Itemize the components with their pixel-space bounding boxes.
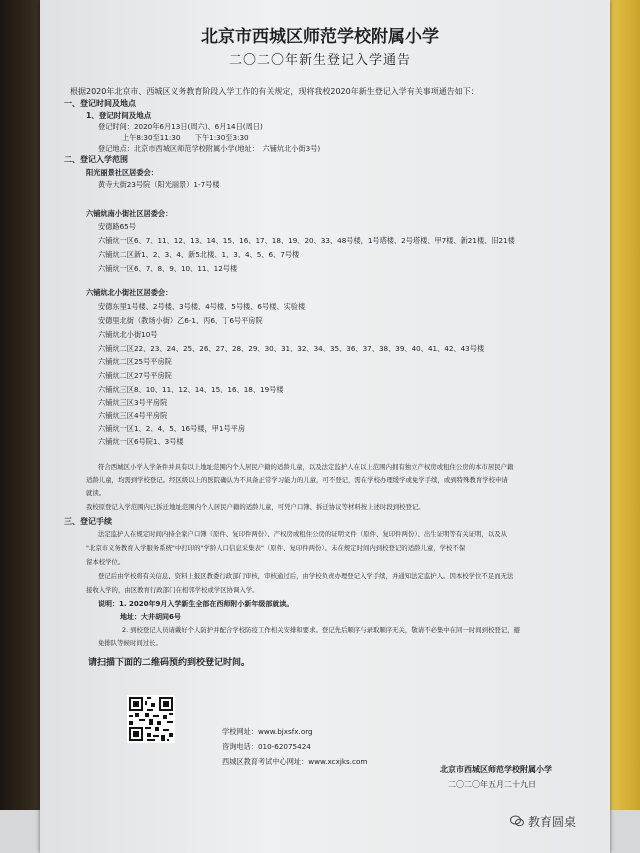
community-3-item: 六铺炕二区27号平房院 [98,371,172,380]
community-3-item: 安德里北街（教场小街）乙6-1、丙6、丁6号平房院 [98,316,263,325]
left-frame [0,0,40,853]
section-1-sub: 1、登记时间及地点 [86,111,152,120]
community-3-item: 六铺炕三区4号平房院 [98,411,168,420]
exam-center-website: 西城区教育考试中心网址：www.xcxjks.com [222,757,368,766]
community-3-item: 六铺炕一区1、2、4、5、16号楼，甲1号平房 [98,424,246,433]
register-place: 登记地点：北京市西城区师范学校附属小学(地址： 六铺炕北小街3号) [98,144,321,153]
procedure-line: 留本校学位。 [86,558,125,566]
note-2-line: 2. 到校登记人员请戴好个人防护并配合学校防疫工作相关安排和要求。登记先后顺序与录取顺序无关，敬请不必集中在同一时间到校登记，避 [122,626,520,634]
note-1: 说明：1. 2020年9月入学新生全部在西师附小新年级部就读。 [98,600,294,608]
signature-date: 二〇二〇年五月二十九日 [448,780,536,789]
scan-instruction: 请扫描下面的二维码预约到校登记时间。 [88,658,251,668]
community-3-item: 六铺炕一区6号院1、3号楼 [98,437,184,446]
community-1-name: 阳光丽景社区居委会： [86,168,158,177]
qr-code-icon[interactable] [127,695,175,743]
register-time: 登记时间：2020年6月13日(周六)、6月14日(周日) [98,122,263,131]
scope-paragraph-line: 就读。 [86,489,106,497]
community-3-item: 六铺炕二区22、23、24、25、26、27、28、29、30、31、32、34、35、36、37、38、39、40、41、42、43号楼 [98,344,485,353]
demolition-paragraph: 我校原登记入学范围内已拆迁地址范围内个人居民户籍的适龄儿童，可凭户口簿、拆迁协议等材料按上述时段到校登记。 [86,503,425,511]
procedure-line: "北京市义务教育入学服务系统"中打印的"学龄人口信息采集表"（原件、复印件两份）。未在规定时间内到校登记的适龄儿童，学校不保 [86,544,466,552]
community-2-item: 六铺炕二区新1、2、3、4、新5北楼、1、3、4、5、6、7号楼 [98,250,300,259]
community-3-item: 六铺炕北小街10号 [98,330,158,339]
section-3-heading: 三、登记手续 [64,517,112,526]
scope-paragraph-line: 适龄儿童，均需到学校登记。经区级以上的医院确认为不具备正常学习能力的儿童，可不登记，需在学校办理缓学或免学手续，或到特殊教育学校申请 [86,476,508,484]
notice-subtitle: 二〇二〇年新生登记入学通告 [228,53,411,68]
notice-title: 北京市西城区师范学校附属小学 [201,27,439,47]
register-hours: 上午8:30至11:30 下午1:30至3:30 [122,133,249,142]
community-3-item: 六铺炕二区25号平房院 [98,357,172,366]
community-2-item: 六铺炕一区6、7、8、9、10、11、12号楼 [98,264,238,273]
procedure-line: 法定监护人在规定时间内持全家户口簿（原件、复印件两份）、产权房或租住公房的证明文件（原件、复印件两份）、出生证明等有关证明，以及从 [98,530,507,538]
community-1-item: 黄寺大街23号院（阳光丽景）1-7号楼 [98,180,220,189]
school-website: 学校网址：www.bjxsfx.org [222,727,313,736]
community-2-name: 六铺炕南小街社区居委会： [86,209,173,218]
community-3-item: 安德东里1号楼、2号楼、3号楼、4号楼、5号楼、6号楼、实验楼 [98,302,306,311]
section-2-heading: 二、登记入学范围 [64,155,128,164]
scope-paragraph-line: 符合西城区小学入学条件并具有以上地址范围内个人居民户籍的适龄儿童，以及法定监护人在以上范围内拥有独立产权房或租住公房的本市居民户籍 [98,463,514,471]
watermark: 教育圆桌 [528,815,577,829]
section-1-heading: 一、登记时间及地点 [64,99,136,108]
right-frame [610,0,640,853]
community-3-item: 六铺炕三区3号平房院 [98,398,168,407]
signature-org: 北京市西城区师范学校附属小学 [440,765,552,774]
procedure-line: 登记后由学校将有关信息、资料上报区教委行政部门审核，审核通过后，由学校负责办理登记入学手续，并通知法定监护人。因本校学位不足而无法 [98,572,514,580]
community-2-item: 六铺炕一区6、7、11、12、13、14、15、16、17、18、19、20、33、48号楼，1号塔楼、2号塔楼、甲7楼、新21楼、旧21楼 [98,236,515,245]
school-phone: 咨询电话：010-62075424 [222,742,311,751]
community-3-item: 六铺炕三区8、10、11、12、14、15、16、18、19号楼 [98,385,284,394]
wechat-icon [510,815,524,827]
note-address: 地址：大井胡同6号 [120,613,181,621]
community-2-item: 安德路65号 [98,222,136,231]
intro-text: 根据2020年北京市、西城区义务教育阶段入学工作的有关规定，现将我校2020年新生登记入学有关事项通告如下： [70,87,479,96]
community-3-name: 六铺炕北小街社区居委会： [86,288,173,297]
procedure-line: 接收入学的，由区教育行政部门在相邻学校或学区协调入学。 [86,586,259,594]
note-2-line: 免排队等候时间过长。 [98,639,162,647]
